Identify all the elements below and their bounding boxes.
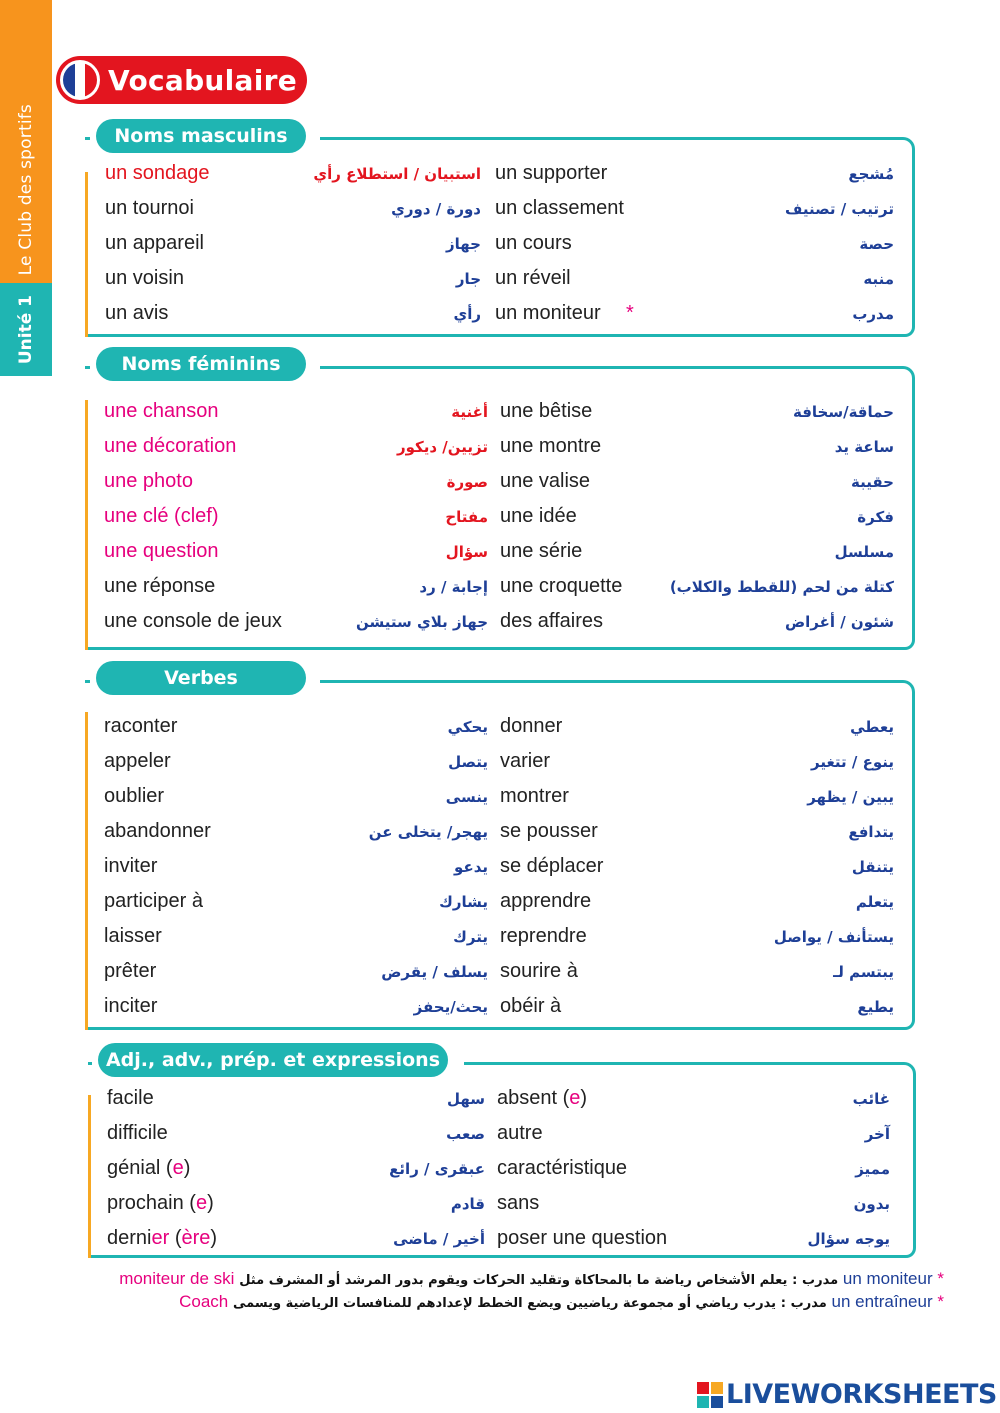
page-title — [56, 56, 307, 104]
footnote-label: مدرب — [802, 1273, 839, 1288]
list-item — [0, 1122, 1000, 1154]
french-word: se pousser — [500, 820, 598, 842]
french-word: oublier — [104, 785, 165, 807]
arabic-translation: يسلف / يقرض — [381, 963, 488, 981]
french-word: autre — [497, 1122, 543, 1144]
arabic-translation: استبيان / استطلاع رأي — [313, 165, 481, 183]
arabic-translation: كتلة من لحم (للقطط والكلاب) — [669, 578, 894, 596]
arabic-translation: يحكي — [447, 718, 488, 736]
footnote-star: * — [937, 1269, 944, 1288]
arabic-translation: مسلسل — [834, 543, 894, 561]
french-word: une photo — [104, 470, 193, 492]
footnote-example: Coach — [179, 1292, 229, 1311]
french-word: une réponse — [104, 575, 216, 597]
french-word: une montre — [500, 435, 602, 457]
arabic-translation: صورة — [446, 473, 488, 491]
french-word: obéir à — [500, 995, 562, 1017]
french-word: dernier (ère) — [107, 1227, 218, 1249]
french-word: absent (e) — [497, 1087, 588, 1109]
arabic-translation: جهاز بلاي ستيشن — [356, 613, 488, 631]
french-word: un tournoi — [105, 197, 194, 219]
arabic-translation: قادم — [450, 1195, 485, 1213]
french-word: caractéristique — [497, 1157, 628, 1179]
section-title-verbs: Verbes — [96, 661, 306, 695]
arabic-translation: مدرب — [852, 305, 894, 323]
arabic-translation: شئون / أغراض — [784, 613, 894, 631]
arabic-translation: يتعلم — [855, 893, 894, 911]
french-word: participer à — [104, 890, 203, 912]
arabic-translation: يهجر/ يتخلى عن — [368, 823, 488, 841]
list-item — [0, 197, 1000, 229]
list-item — [0, 232, 1000, 264]
french-word: prêter — [104, 960, 157, 982]
french-word: se déplacer — [500, 855, 604, 877]
footnote-text: يعلم الأشخاص رياضة ما بالمحاكاة وتقليد الحركات ويقوم بدور المرشد أو المشرف مثل — [239, 1273, 788, 1288]
french-word: un sondage — [105, 162, 210, 184]
arabic-translation: دورة / دوري — [391, 200, 481, 218]
list-item — [0, 750, 1000, 782]
arabic-translation: فكرة — [857, 508, 894, 526]
french-word: donner — [500, 715, 563, 737]
arabic-translation: يطيع — [857, 998, 894, 1016]
french-word: raconter — [104, 715, 178, 737]
french-word: difficile — [107, 1122, 168, 1144]
footnote-label: مدرب — [790, 1296, 827, 1311]
french-word: inviter — [104, 855, 158, 877]
arabic-translation: ينسى — [445, 788, 488, 806]
arabic-translation: صعب — [446, 1125, 485, 1143]
arabic-translation: يعطي — [850, 718, 894, 736]
arabic-translation: يدعو — [454, 858, 488, 876]
french-word: un voisin — [105, 267, 184, 289]
arabic-translation: مُشجع — [848, 165, 894, 183]
french-word: une valise — [500, 470, 591, 492]
list-item — [0, 995, 1000, 1027]
french-word: génial (e) — [107, 1157, 191, 1179]
side-club-label: Le Club des sportifs — [16, 103, 36, 275]
arabic-translation: أخير / ماضى — [393, 1230, 485, 1248]
arabic-translation: جار — [455, 270, 481, 288]
arabic-translation: تزيين/ ديكور — [396, 438, 488, 456]
french-word: un avis — [105, 302, 169, 324]
list-item — [0, 890, 1000, 922]
list-item — [0, 505, 1000, 537]
french-word: une clé (clef) — [104, 505, 219, 527]
arabic-translation: سؤال — [445, 543, 488, 561]
list-item — [0, 435, 1000, 467]
french-word: abandonner — [104, 820, 211, 842]
liveworksheets-logo[interactable] — [697, 1379, 997, 1410]
arabic-translation: ينوع / تتغير — [810, 753, 894, 771]
list-item — [0, 540, 1000, 572]
list-item — [0, 1192, 1000, 1224]
section-title-fem: Noms féminins — [96, 347, 306, 381]
footnote-moniteur — [119, 1269, 944, 1289]
arabic-translation: منبه — [863, 270, 894, 288]
french-flag-icon — [60, 60, 100, 100]
arabic-translation: حصة — [859, 235, 894, 253]
arabic-translation: جهاز — [446, 235, 481, 253]
arabic-translation: آخر — [864, 1125, 890, 1143]
footnote-star: * — [626, 302, 634, 324]
list-item — [0, 267, 1000, 299]
french-word: appeler — [104, 750, 171, 772]
arabic-translation: ساعة يد — [834, 438, 894, 456]
arabic-translation: سهل — [446, 1090, 485, 1108]
arabic-translation: يشارك — [439, 893, 488, 911]
footnote-entraineur — [179, 1292, 944, 1312]
section-title-adj: Adj., adv., prép. et expressions — [98, 1043, 448, 1077]
list-item — [0, 960, 1000, 992]
arabic-translation: غائب — [852, 1090, 890, 1108]
list-item — [0, 1087, 1000, 1119]
liveworksheets-logo-icon — [697, 1382, 723, 1408]
footnote-example: moniteur de ski — [119, 1269, 235, 1288]
list-item — [0, 855, 1000, 887]
liveworksheets-logo-text: LIVEWORKSHEETS — [726, 1379, 997, 1410]
french-word: varier — [500, 750, 551, 772]
french-word: une série — [500, 540, 583, 562]
french-word: un supporter — [495, 162, 608, 184]
french-word: reprendre — [500, 925, 587, 947]
french-word: une croquette — [500, 575, 623, 597]
arabic-translation: مميز — [855, 1160, 890, 1178]
list-item — [0, 400, 1000, 432]
side-unit-label: Unité 1 — [16, 294, 36, 365]
arabic-translation: حماقة/سخافة — [792, 403, 894, 421]
arabic-translation: حقيبة — [851, 473, 894, 491]
french-word: une question — [104, 540, 219, 562]
arabic-translation: يتنقل — [851, 858, 894, 876]
list-item — [0, 162, 1000, 194]
arabic-translation: يبين / يظهر — [807, 788, 894, 806]
list-item — [0, 470, 1000, 502]
french-word: laisser — [104, 925, 162, 947]
arabic-translation: يوجه سؤال — [807, 1230, 890, 1248]
french-word: un cours — [495, 232, 572, 254]
footnote-colon: : — [792, 1273, 798, 1288]
list-item — [0, 1157, 1000, 1189]
french-word: un moniteur — [495, 302, 601, 324]
arabic-translation: عبقرى / رائع — [389, 1160, 485, 1178]
list-item — [0, 785, 1000, 817]
arabic-translation: يتدافع — [848, 823, 894, 841]
list-item — [0, 610, 1000, 642]
arabic-translation: بدون — [853, 1195, 890, 1213]
arabic-translation: يبتسم لـ — [833, 963, 894, 981]
arabic-translation: أغنية — [451, 403, 488, 421]
french-word: sourire à — [500, 960, 578, 982]
arabic-translation: ترتيب / تصنيف — [784, 200, 894, 218]
arabic-translation: إجابة / رد — [419, 578, 488, 596]
french-word: sans — [497, 1192, 540, 1214]
list-item — [0, 302, 1000, 334]
french-word: une console de jeux — [104, 610, 282, 632]
footnote-term: un moniteur — [842, 1269, 933, 1288]
french-word: apprendre — [500, 890, 592, 912]
french-word: une chanson — [104, 400, 219, 422]
french-word: une décoration — [104, 435, 237, 457]
arabic-translation: رأي — [453, 305, 481, 323]
arabic-translation: يتصل — [448, 753, 488, 771]
arabic-translation: يستأنف / يواصل — [773, 928, 894, 946]
arabic-translation: مفتاح — [445, 508, 488, 526]
footnote-term: un entraîneur — [831, 1292, 933, 1311]
arabic-translation: يترك — [453, 928, 488, 946]
list-item — [0, 575, 1000, 607]
footnote-text: يدرب رياضي أو مجموعة رياضيين ويضع الخطط لإعدادهم للمنافسات الرياضية ويسمى — [232, 1296, 776, 1311]
french-word: un classement — [495, 197, 624, 219]
french-word: un réveil — [495, 267, 571, 289]
list-item — [0, 1227, 1000, 1259]
list-item — [0, 925, 1000, 957]
french-word: facile — [107, 1087, 154, 1109]
page-title-text: Vocabulaire — [108, 63, 298, 97]
french-word: des affaires — [500, 610, 604, 632]
french-word: inciter — [104, 995, 158, 1017]
footnote-star: * — [937, 1292, 944, 1311]
list-item — [0, 715, 1000, 747]
french-word: prochain (e) — [107, 1192, 214, 1214]
list-item — [0, 820, 1000, 852]
french-word: une bêtise — [500, 400, 593, 422]
french-word: un appareil — [105, 232, 204, 254]
section-title-masc: Noms masculins — [96, 119, 306, 153]
arabic-translation: يحث/يحفز — [413, 998, 488, 1016]
french-word: poser une question — [497, 1227, 668, 1249]
footnote-colon: : — [780, 1296, 786, 1311]
french-word: une idée — [500, 505, 577, 527]
french-word: montrer — [500, 785, 569, 807]
